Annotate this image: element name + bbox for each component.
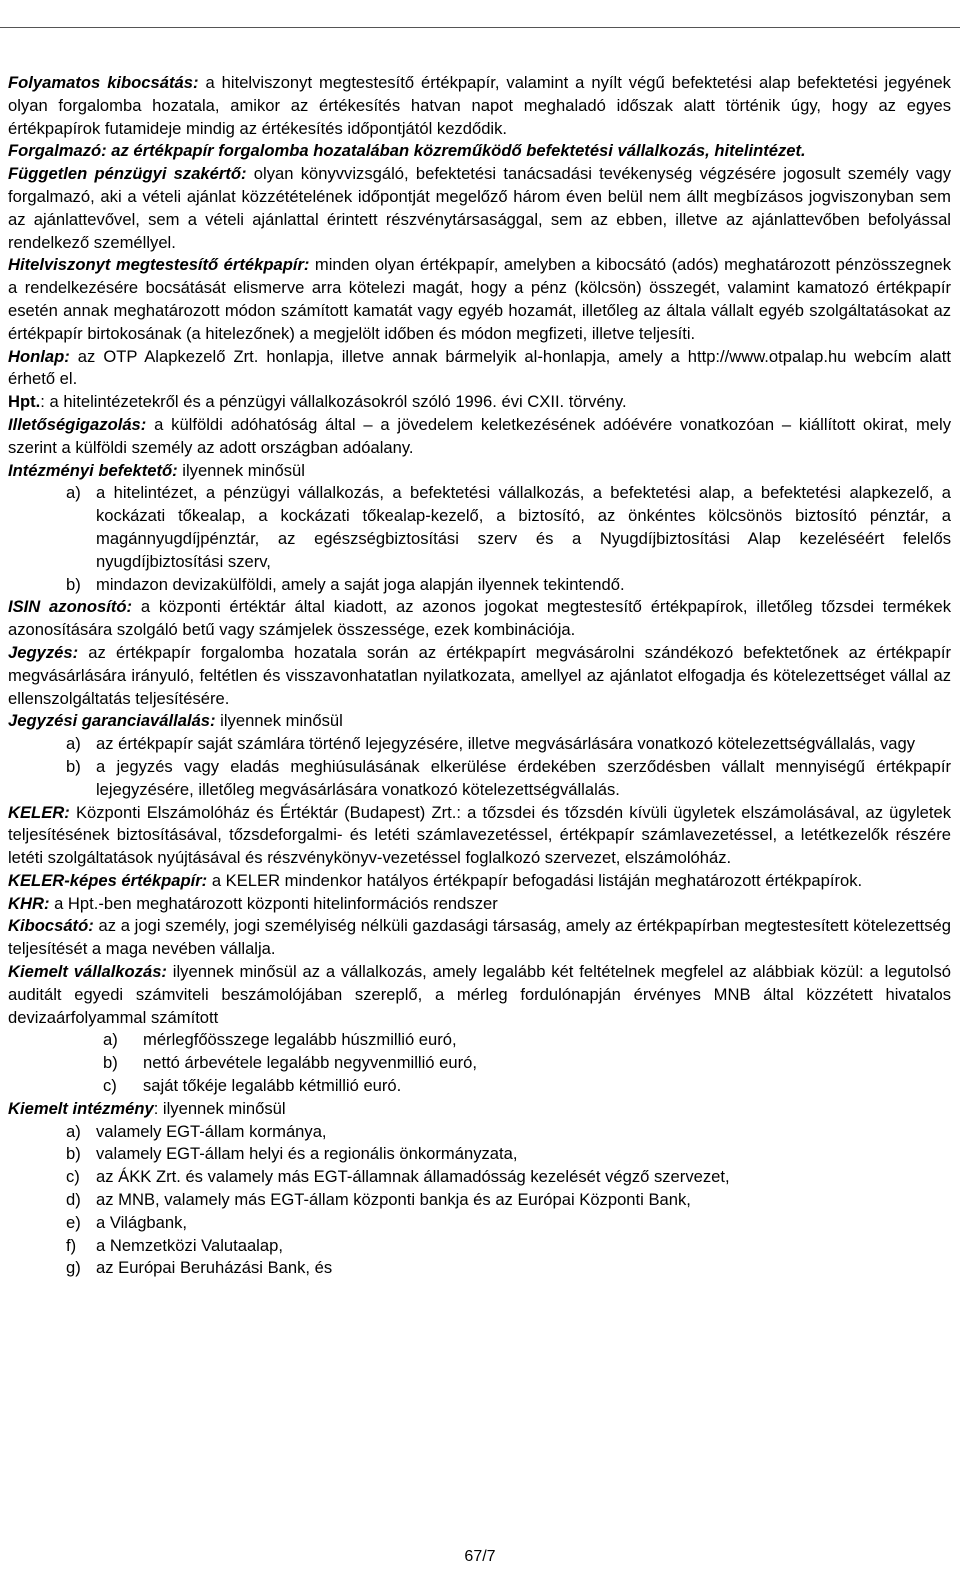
list-item-text: az MNB, valamely más EGT-állam központi bankja és az Európai Központi Bank,: [96, 1190, 691, 1210]
list-item-text: mindazon devizakülföldi, amely a saját joga alapján ilyennek tekintendő.: [96, 574, 625, 594]
definition-text: : a hitelintézetekről és a pénzügyi vállalkozásokról szóló 1996. évi CXII. törvény.: [40, 392, 627, 412]
intezmenyi-list: [8, 482, 951, 596]
list-item-text: nettó árbevétele legalább negyvenmillió euró,: [143, 1053, 477, 1073]
list-item-label: a): [66, 734, 81, 754]
list-item-text: valamely EGT-állam kormánya,: [96, 1121, 327, 1141]
list-item: [8, 1257, 951, 1280]
definition-text: az OTP Alapkezelő Zrt. honlapja, illetve annak bármelyik al-honlapja, amely a http://www.otpalap.hu webcím alatt érhető el.: [8, 346, 951, 389]
definition-fuggetlen-szakerto: [8, 163, 951, 254]
definition-text: az értékpapír forgalomba hozatala során az értékpapírt megvásárolni szándékozó befektetőnek az értékpapír megvásárlására irányuló, feltétlen és visszavonhatatlan nyilatkozata, amellyel az ajánlatot elfogadja és kötelezettséget vállal az ellenszolgáltatás teljesítésére.: [8, 642, 951, 708]
list-item-label: a): [103, 1030, 118, 1050]
list-item-label: e): [66, 1212, 81, 1232]
list-item-label: g): [66, 1258, 81, 1278]
list-item-label: a): [66, 1121, 81, 1141]
definition-term: Kiemelt vállalkozás:: [8, 962, 167, 982]
list-item: [8, 1166, 951, 1189]
list-item-label: a): [66, 483, 81, 503]
definition-text: a Hpt.-ben meghatározott központi hitelinformációs rendszer: [49, 893, 498, 913]
definition-folyamatos-kibocsatas: [8, 72, 951, 140]
list-item: [8, 1029, 951, 1052]
list-item: [8, 1235, 951, 1258]
definition-jegyzes: [8, 642, 951, 710]
list-item: [8, 756, 951, 802]
definition-term: Hitelviszonyt megtestesítő értékpapír:: [8, 255, 310, 275]
list-item-text: a jegyzés vagy eladás meghiúsulásának elkerülése érdekében szerződésben vállalt mennyiségű értékpapír lejegyzésére, illetőleg megvásárlására vonatkozó kötelezettségvállalás.: [96, 756, 951, 799]
definition-term: Jegyzés:: [8, 642, 79, 662]
definition-text: minden olyan értékpapír, amelyben a kibocsátó (adós) meghatározott pénzösszegnek a rendelkezésére bocsátását elismerve arra kötelezi magát, hogy a pénz (kölcsön) összegét, valamint kamatozó értékpapír esetén annak meghatározott módon számított kamatát vagy egyéb hozamát, illetőleg az általa vállalt egyéb szolgáltatásokat az értékpapír birtokosának (a hitelezőnek) a megjelölt időben és módon megfizeti, illetve teljesíti.: [8, 255, 951, 343]
definition-text: Központi Elszámolóház és Értéktár (Budapest) Zrt.: a tőzsdei és tőzsdén kívüli ügyletek elszámolásával, az ügyletek teljesítésének biztosításával, tőzsdeforgalmi- és letéti számlavezetéssel, értékpapír számlavezetéssel, a letétkezelők részére letéti szolgáltatások nyújtásával és részvénykönyv-vezetéssel foglalkozó szervezet, elszámolóház.: [8, 802, 951, 868]
definition-kibocsato: [8, 915, 951, 961]
definition-term: Forgalmazó:: [8, 141, 107, 161]
list-item-text: az ÁKK Zrt. és valamely más EGT-államnak államadósság kezelését végző szervezet,: [96, 1167, 730, 1187]
definition-term: KHR:: [8, 893, 50, 913]
list-item-label: b): [66, 574, 81, 594]
header-rule: [0, 27, 960, 28]
list-item-text: az Európai Beruházási Bank, és: [96, 1258, 333, 1278]
definition-hpt: [8, 391, 951, 414]
list-item-text: valamely EGT-állam helyi és a regionális önkormányzata,: [96, 1144, 518, 1164]
definition-kiemelt-vallalkozas: [8, 961, 951, 1029]
definition-term: Jegyzési garanciavállalás:: [8, 711, 216, 731]
definition-text: ilyennek minősül az a vállalkozás, amely legalább két feltételnek megfelel az alábbiak közül: a legutolsó auditált egyedi számviteli beszámolójában szereplő, a mérleg fordulónapján érvényes MNB által közzétett hivatalos devizaárfolyammal számított: [8, 962, 951, 1027]
garancia-list: [8, 733, 951, 801]
list-item: [8, 1143, 951, 1166]
definition-term: Kiemelt intézmény: [8, 1098, 154, 1118]
list-item: [8, 1052, 951, 1075]
list-item-label: b): [66, 1144, 81, 1164]
header-section: FOGALMAK: [857, 3, 952, 22]
definition-hitelviszonyt: [8, 254, 951, 345]
vallalkozas-list: [8, 1029, 951, 1097]
definition-text: a hitelviszonyt megtestesítő értékpapír, valamint a nyílt végű befektetési alap befektetési jegyének olyan forgalomba hozatala, amikor az értékesítés hatvan napot meghaladó időszak alatt történik úgy, hogy az egyes értékpapírok futamideje mindig az értékesítés időpontjától kezdődik.: [8, 73, 951, 138]
definition-isin: [8, 596, 951, 642]
list-item-label: b): [103, 1053, 118, 1073]
definition-text: olyan könyvvizsgáló, befektetési tanácsadási tevékenység végzésére jogosult személy vagy forgalmazó, aki a vételi ajánlat közzétételének időpontját megelőző három éven belül nem állt megbízásos jogviszonyban sem az ajánlattevővel, sem a vételi ajánlattal érintett részvénytársasággal, sem az ebben, illetve az ajánlattevőben befolyással rendelkező személlyel.: [8, 164, 952, 252]
definition-kiemelt-intezmeny: [8, 1098, 951, 1121]
list-item-label: d): [66, 1190, 81, 1210]
list-item-text: a Nemzetközi Valutaalap,: [96, 1235, 283, 1255]
list-item: [8, 1189, 951, 1212]
list-item-label: c): [66, 1167, 80, 1187]
list-item-text: saját tőkéje legalább kétmillió euró.: [143, 1076, 402, 1096]
definition-keler: [8, 802, 951, 870]
list-item: [8, 574, 951, 597]
definition-term: Folyamatos kibocsátás:: [8, 73, 199, 92]
definition-text: : ilyennek minősül: [153, 1098, 286, 1118]
list-item-label: c): [103, 1076, 117, 1096]
definition-text: a központi értéktár által kiadott, az azonos jogokat megtestesítő értékpapírok, illetőleg tőzsdei termékek azonosítására szolgáló betű vagy számjelek összessége, ezek kombinációja.: [8, 597, 951, 640]
footer-rule: [0, 1542, 960, 1543]
definition-term: Hpt.: [8, 392, 41, 412]
document-body: [8, 72, 951, 1280]
definition-jegyzesi-garancia: [8, 710, 951, 733]
definition-term: Honlap:: [8, 346, 70, 366]
list-item: [8, 1212, 951, 1235]
list-item: [8, 733, 951, 756]
definition-text: az a jogi személy, jogi személyiség nélküli gazdasági társaság, amely az értékpapírban megtestesített kötelezettség teljesítését a maga nevében vállalja.: [8, 916, 951, 959]
definition-text: a külföldi adóhatóság által – a jövedelem keletkezésének adóévére vonatkozóan – kiállított okirat, mely szerint a külföldi személy az adott országban adóalany.: [8, 414, 951, 457]
definition-text: az értékpapír forgalomba hozatalában közreműködő befektetési vállalkozás, hitelintézet.: [106, 141, 806, 161]
list-item-label: f): [66, 1235, 77, 1255]
definition-text: ilyennek minősül: [177, 460, 305, 480]
definition-honlap: [8, 346, 951, 392]
list-item-text: a hitelintézet, a pénzügyi vállalkozás, a befektetési vállalkozás, a befektetési alap, a befektetési alapkezelő, a kockázati tőkealap, a kockázati tőkealap-kezelő, a biztosító, az önkéntes kölcsönös biztosító pénztár, a magánnyugdíjpénztár, az egészségbiztosítási szerv és a Nyugdíjbiztosítási Alap kezeléséért felelős nyugdíjbiztosítási szerv,: [96, 483, 951, 571]
definition-keler-kepes: [8, 870, 951, 893]
list-item: [8, 1121, 951, 1144]
definition-term: Illetőségigazolás:: [8, 414, 147, 434]
definition-term: Intézményi befektető:: [8, 460, 178, 480]
list-item-text: mérlegfőösszege legalább húszmillió euró,: [143, 1030, 457, 1050]
list-item: [8, 1075, 951, 1098]
definition-intezmenyi-befekteto: [8, 460, 951, 483]
page-header: [0, 0, 960, 27]
list-item-text: a Világbank,: [96, 1212, 188, 1232]
intezmeny-list: [8, 1121, 951, 1281]
definition-forgalmazo: [8, 140, 951, 163]
definition-term: KELER:: [8, 802, 70, 822]
definition-term: ISIN azonosító:: [8, 597, 133, 617]
header-title: ÜZLETSZABÁLYZAT: [0, 3, 160, 22]
definition-text: ilyennek minősül: [215, 711, 343, 731]
definition-text: a KELER mindenkor hatályos értékpapír befogadási listáján meghatározott értékpapírok.: [207, 870, 863, 890]
page-number: 67/7: [464, 1548, 496, 1565]
definition-term: Kibocsátó:: [8, 916, 94, 936]
definition-khr: [8, 893, 951, 916]
definition-term: Független pénzügyi szakértő:: [8, 164, 247, 184]
list-item-text: az értékpapír saját számlára történő lejegyzésére, illetve megvásárlására vonatkozó kötelezettségvállalás, vagy: [96, 734, 916, 754]
definition-illetosegigazolas: [8, 414, 951, 460]
definition-term: KELER-képes értékpapír:: [8, 870, 208, 890]
list-item: [8, 482, 951, 573]
list-item-label: b): [66, 756, 81, 776]
